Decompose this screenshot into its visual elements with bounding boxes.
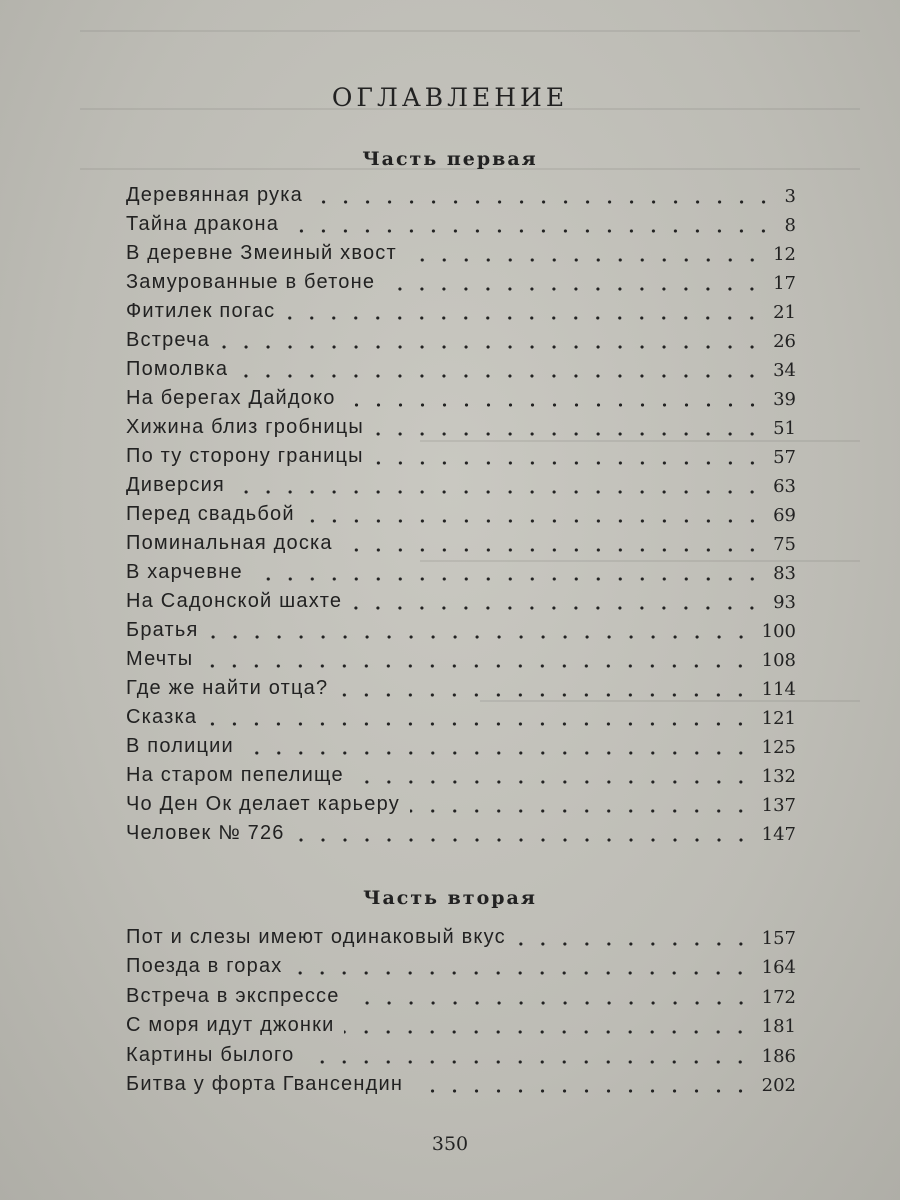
toc-leader-dots — [289, 228, 774, 234]
toc-entry — [0, 764, 900, 793]
toc-entry-title: Человек № 726 — [126, 822, 285, 844]
toc-title: ОГЛАВЛЕНИЕ — [331, 82, 569, 112]
toc-leader-dots — [244, 750, 752, 756]
toc-entry-title: Перед свадьбой — [126, 503, 295, 525]
toc-entry-title: Деревянная рука — [126, 184, 303, 206]
toc-entry — [0, 242, 900, 271]
toc-entry-page: 157 — [761, 927, 796, 949]
toc-entry-title: По ту сторону границы — [126, 445, 364, 467]
toc-entry — [0, 735, 900, 764]
toc-entry — [0, 822, 900, 851]
toc-entry-page: 186 — [761, 1045, 796, 1067]
toc-entry-title: Встреча в экспрессе — [126, 984, 340, 1007]
toc-entry — [0, 271, 900, 300]
toc-leader-dots — [343, 547, 763, 553]
toc-entry-page: 164 — [761, 957, 796, 978]
toc-entry — [0, 503, 900, 532]
toc-entry-title: На Садонской шахте — [126, 590, 343, 612]
toc-leader-dots — [253, 576, 763, 582]
toc-entry-page: 108 — [761, 650, 796, 671]
toc-leader-dots — [238, 373, 763, 379]
toc-entry-title: Фитилек погас — [126, 300, 276, 322]
toc-entry-page: 132 — [761, 766, 796, 787]
toc-leader-dots — [344, 1029, 751, 1035]
toc-entry-page: 63 — [773, 476, 796, 497]
toc-entry-page: 8 — [784, 215, 796, 236]
part2-entries — [0, 925, 900, 1102]
toc-entry — [0, 358, 900, 387]
toc-entry-page: 34 — [773, 360, 796, 381]
part1-entries — [0, 184, 900, 851]
toc-entry — [0, 955, 900, 985]
toc-entry — [0, 1073, 900, 1103]
toc-entry — [0, 184, 900, 213]
toc-entry-title: Пот и слезы имеют одинаковый вкус — [126, 925, 506, 948]
toc-entry-page: 75 — [773, 534, 796, 555]
toc-entry-title: Мечты — [126, 648, 194, 670]
toc-entry — [0, 213, 900, 242]
toc-entry-page: 181 — [761, 1016, 796, 1037]
toc-entry-title: Братья — [126, 619, 199, 641]
toc-entry-title: В харчевне — [126, 561, 243, 583]
toc-entry-page: 17 — [773, 273, 796, 294]
toc-leader-dots — [285, 315, 763, 321]
part2-heading: Часть вторая — [363, 887, 537, 909]
toc-entry-title: На старом пепелище — [126, 764, 344, 786]
toc-entry — [0, 1014, 900, 1044]
toc-leader-dots — [407, 257, 763, 263]
toc-entry-title: Диверсия — [126, 474, 225, 496]
toc-leader-dots — [354, 779, 752, 785]
toc-entry — [0, 619, 900, 648]
toc-entry-title: Чо Ден Ок делает карьеру — [126, 793, 400, 815]
toc-leader-dots — [374, 431, 763, 437]
toc-entry-page: 39 — [773, 389, 796, 410]
toc-entry — [0, 329, 900, 358]
toc-entry — [0, 648, 900, 677]
toc-entry-title: Картины былого — [126, 1043, 295, 1066]
toc-entry-page: 121 — [761, 708, 796, 729]
toc-entry-title: С моря идут джонки — [126, 1014, 335, 1036]
toc-leader-dots — [374, 460, 763, 466]
toc-entry-title: Встреча — [126, 329, 211, 351]
toc-entry-page: 83 — [773, 563, 796, 584]
toc-entry-page: 114 — [761, 679, 796, 700]
toc-entry-page: 57 — [773, 447, 796, 468]
toc-entry-title: Битва у форта Гвансендин — [126, 1073, 404, 1095]
toc-entry-title: В деревне Змеиный хвост — [126, 242, 397, 264]
toc-leader-dots — [235, 489, 763, 495]
toc-leader-dots — [346, 402, 764, 408]
toc-leader-dots — [385, 286, 763, 292]
toc-entry-title: В полиции — [126, 735, 234, 757]
toc-leader-dots — [410, 808, 752, 814]
toc-entry — [0, 793, 900, 822]
toc-leader-dots — [305, 518, 763, 524]
toc-entry-page: 202 — [761, 1075, 796, 1096]
toc-entry-page: 93 — [773, 592, 796, 613]
bleed-through-line — [80, 30, 860, 32]
toc-leader-dots — [220, 344, 763, 350]
toc-leader-dots — [295, 837, 752, 843]
toc-entry — [0, 706, 900, 735]
toc-entry-page: 26 — [773, 331, 796, 352]
toc-entry-page: 100 — [761, 621, 796, 642]
toc-entry-page: 137 — [761, 795, 796, 816]
toc-entry — [0, 532, 900, 561]
toc-entry-page: 12 — [773, 244, 796, 265]
toc-entry-title: Поминальная доска — [126, 532, 333, 554]
toc-entry — [0, 474, 900, 503]
toc-leader-dots — [313, 199, 775, 205]
toc-leader-dots — [516, 941, 752, 947]
toc-leader-dots — [292, 970, 751, 976]
toc-entry — [0, 677, 900, 706]
toc-entry — [0, 387, 900, 416]
toc-entry — [0, 590, 900, 619]
toc-entry-title: Где же найти отца? — [126, 677, 329, 699]
toc-leader-dots — [209, 634, 752, 640]
toc-entry-page: 3 — [784, 186, 796, 207]
toc-leader-dots — [352, 605, 763, 611]
toc-entry — [0, 416, 900, 445]
toc-entry-page: 172 — [761, 986, 796, 1008]
toc-entry-page: 69 — [773, 505, 796, 526]
toc-entry-title: На берегах Дайдоко — [126, 387, 336, 409]
toc-leader-dots — [304, 1059, 751, 1065]
toc-entry-page: 51 — [773, 418, 796, 439]
toc-entry — [0, 445, 900, 474]
toc-leader-dots — [413, 1088, 752, 1094]
toc-leader-dots — [350, 1000, 752, 1006]
toc-entry-title: Помолвка — [126, 358, 229, 380]
toc-leader-dots — [207, 721, 751, 727]
toc-entry-title: Хижина близ гробницы — [126, 416, 364, 438]
toc-leader-dots — [203, 663, 751, 669]
toc-entry-page: 125 — [761, 737, 796, 758]
toc-entry-page: 147 — [761, 824, 796, 845]
toc-entry-page: 21 — [773, 302, 796, 323]
toc-entry — [0, 1043, 900, 1073]
part1-heading: Часть первая — [362, 148, 538, 170]
page-number: 350 — [431, 1133, 469, 1155]
toc-entry-title: Тайна дракона — [126, 213, 280, 235]
toc-entry — [0, 300, 900, 329]
toc-entry-title: Замурованные в бетоне — [126, 271, 376, 293]
toc-entry-title: Сказка — [126, 706, 198, 728]
toc-entry-title: Поезда в горах — [126, 955, 283, 977]
toc-entry — [0, 925, 900, 955]
toc-entry — [0, 561, 900, 590]
toc-leader-dots — [338, 692, 751, 698]
toc-entry — [0, 984, 900, 1014]
